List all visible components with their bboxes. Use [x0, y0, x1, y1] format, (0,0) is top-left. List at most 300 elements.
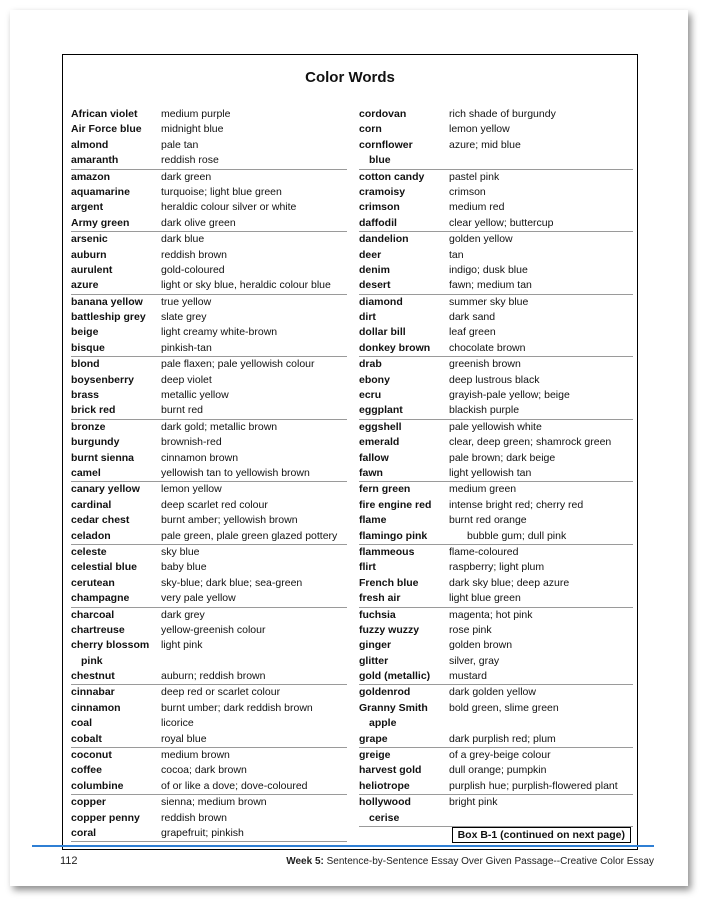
color-description: light yellowish tan	[449, 466, 532, 479]
color-description: sky-blue; dark blue; sea-green	[161, 576, 303, 589]
word-row	[71, 576, 347, 591]
color-word: crimson	[359, 201, 400, 214]
word-row	[71, 654, 347, 669]
color-word: aquamarine	[71, 185, 130, 198]
color-description: dark purplish red; plum	[449, 732, 556, 745]
color-description: sienna; medium brown	[161, 796, 267, 809]
word-row	[71, 325, 347, 340]
footer-week: Week 5:	[286, 856, 324, 867]
page-number: 112	[60, 855, 78, 867]
left-column	[71, 107, 347, 842]
page-title: Color Words	[305, 69, 395, 86]
color-description: metallic yellow	[161, 389, 229, 402]
color-word: camel	[71, 466, 101, 479]
word-group	[71, 170, 347, 233]
color-word: hollywood	[359, 796, 411, 809]
color-word: cotton candy	[359, 170, 425, 183]
color-description: light or sky blue, heraldic colour blue	[161, 279, 331, 292]
color-description: medium green	[449, 483, 517, 496]
word-row	[71, 669, 347, 684]
color-description: bright pink	[449, 796, 498, 809]
color-description: gold-coloured	[161, 263, 225, 276]
word-group	[71, 608, 347, 686]
word-row	[359, 811, 633, 826]
word-row	[359, 373, 633, 388]
color-word: harvest gold	[359, 764, 422, 777]
color-description: true yellow	[161, 295, 212, 308]
color-description: azure; mid blue	[449, 138, 521, 151]
color-description: slate grey	[161, 311, 207, 324]
word-row	[359, 623, 633, 638]
color-description: raspberry; light plum	[449, 561, 545, 574]
color-description: deep red or scarlet colour	[161, 686, 281, 699]
footer-title: Sentence-by-Sentence Essay Over Given Passage--Creative Color Essay	[323, 856, 654, 867]
word-row	[71, 529, 347, 544]
color-word: dollar bill	[359, 326, 406, 339]
color-word: cherry blossom	[71, 639, 150, 652]
word-row	[71, 310, 347, 325]
color-word: chartreuse	[71, 623, 125, 636]
word-row	[71, 623, 347, 638]
word-group	[359, 295, 633, 358]
color-word: cinnabar	[71, 686, 115, 699]
word-group	[71, 295, 347, 358]
color-description: medium purple	[161, 108, 231, 120]
color-word: coffee	[71, 764, 102, 777]
word-row	[71, 466, 347, 481]
color-word: coconut	[71, 749, 112, 762]
color-word: cinnamon	[71, 701, 121, 714]
word-group	[359, 795, 633, 827]
color-description: leaf green	[449, 326, 496, 339]
color-description: golden yellow	[449, 233, 513, 246]
word-row	[71, 216, 347, 231]
color-word: beige	[71, 326, 99, 339]
color-word: columbine	[71, 779, 124, 792]
word-row	[359, 310, 633, 325]
word-row	[359, 654, 633, 669]
color-word: amazon	[71, 170, 111, 183]
color-description: clear yellow; buttercup	[449, 216, 554, 229]
word-row	[71, 716, 347, 731]
color-description: midnight blue	[161, 123, 224, 136]
color-word: Air Force blue	[71, 123, 142, 136]
color-word: cornflower	[359, 138, 413, 151]
color-word: desert	[359, 279, 391, 292]
color-word: cordovan	[359, 108, 407, 120]
word-row	[359, 138, 633, 153]
word-row	[359, 451, 633, 466]
color-description: burnt amber; yellowish brown	[161, 514, 298, 527]
color-word: denim	[359, 263, 390, 276]
color-description: burnt red orange	[449, 514, 527, 527]
color-words-box	[62, 54, 638, 850]
color-word: blond	[71, 358, 100, 371]
color-word: cerutean	[71, 576, 115, 589]
word-row	[71, 608, 347, 623]
word-row	[71, 263, 347, 278]
word-row	[359, 513, 633, 528]
word-row	[359, 779, 633, 794]
color-word: chestnut	[71, 670, 115, 683]
word-row	[71, 763, 347, 778]
word-row	[71, 638, 347, 653]
color-word: daffodil	[359, 216, 397, 229]
color-word: drab	[359, 358, 382, 371]
color-word: glitter	[359, 654, 389, 667]
color-description: reddish rose	[161, 154, 219, 167]
color-description: pastel pink	[449, 170, 500, 183]
word-group	[71, 795, 347, 842]
color-description: cocoa; dark brown	[161, 764, 247, 777]
color-word: eggplant	[359, 404, 403, 417]
color-word: banana yellow	[71, 295, 143, 308]
word-row	[359, 545, 633, 560]
word-row	[359, 295, 633, 310]
color-description: summer sky blue	[449, 295, 529, 308]
color-word: cedar chest	[71, 514, 130, 527]
word-row	[71, 748, 347, 763]
color-description: cinnamon brown	[161, 451, 239, 464]
word-group	[359, 170, 633, 233]
color-word: grape	[359, 732, 388, 745]
color-description: pale flaxen; pale yellowish colour	[161, 358, 315, 371]
color-description: silver, gray	[449, 654, 500, 667]
color-description: intense bright red; cherry red	[449, 498, 584, 511]
color-description: heraldic colour silver or white	[161, 201, 297, 214]
color-word: bronze	[71, 420, 106, 433]
word-row	[359, 638, 633, 653]
color-description: clear, deep green; shamrock green	[449, 436, 612, 449]
color-word: ecru	[359, 389, 382, 402]
color-word: goldenrod	[359, 686, 411, 699]
color-description: light blue green	[449, 592, 521, 605]
box-continued-label: Box B-1 (continued on next page)	[452, 827, 631, 843]
color-word: celeste	[71, 545, 107, 558]
color-word: celestial blue	[71, 561, 137, 574]
word-group	[359, 482, 633, 545]
word-group	[71, 482, 347, 545]
footer-caption	[286, 856, 654, 867]
color-description: pale green, plale green glazed pottery	[161, 529, 338, 542]
word-row	[71, 278, 347, 293]
word-row	[71, 732, 347, 747]
color-description: tan	[449, 248, 464, 261]
word-group	[71, 685, 347, 748]
color-word: copper	[71, 796, 107, 809]
color-word: corn	[359, 123, 382, 136]
color-description: deep scarlet red colour	[161, 498, 268, 511]
word-row	[71, 560, 347, 575]
word-row	[71, 513, 347, 528]
color-word: fuchsia	[359, 608, 396, 621]
word-row	[71, 498, 347, 513]
color-description: purplish hue; purplish-flowered plant	[449, 779, 618, 792]
word-row	[71, 811, 347, 826]
word-row	[71, 545, 347, 560]
color-description: lemon yellow	[449, 123, 510, 136]
color-word: fern green	[359, 483, 411, 496]
color-word: Army green	[71, 216, 130, 229]
color-word: argent	[71, 201, 104, 214]
color-word: champagne	[71, 592, 130, 605]
page-sheet	[10, 10, 688, 886]
color-word: flame	[359, 514, 387, 527]
color-description: mustard	[449, 670, 487, 683]
color-word: dandelion	[359, 233, 409, 246]
word-row	[359, 200, 633, 215]
word-row	[71, 826, 347, 841]
color-word: burnt sienna	[71, 451, 135, 464]
color-word: dirt	[359, 311, 376, 324]
color-word: eggshell	[359, 420, 402, 433]
word-row	[71, 451, 347, 466]
color-description: dark sand	[449, 311, 496, 324]
color-description: dark blue	[161, 233, 205, 246]
color-word: boysenberry	[71, 373, 135, 386]
color-description: of or like a dove; dove-coloured	[161, 779, 308, 792]
color-word: copper penny	[71, 811, 140, 824]
word-row	[359, 185, 633, 200]
color-description: dull orange; pumpkin	[449, 764, 547, 777]
word-row	[71, 482, 347, 497]
word-group	[71, 357, 347, 420]
word-group	[359, 748, 633, 795]
word-row	[359, 232, 633, 247]
color-description: burnt umber; dark reddish brown	[161, 701, 313, 714]
color-word: blue	[369, 154, 391, 167]
color-word: French blue	[359, 576, 419, 589]
word-row	[71, 248, 347, 263]
color-description: turquoise; light blue green	[161, 185, 282, 198]
color-description: golden brown	[449, 639, 513, 652]
color-description: licorice	[161, 717, 194, 730]
color-description: flame-coloured	[449, 545, 519, 558]
word-group	[359, 608, 633, 686]
word-row	[71, 200, 347, 215]
color-description: yellowish tan to yellowish brown	[161, 466, 310, 479]
word-row	[71, 779, 347, 794]
word-row	[71, 373, 347, 388]
word-row	[359, 732, 633, 747]
color-word: cerise	[369, 811, 400, 824]
color-description: greenish brown	[449, 358, 521, 371]
word-row	[359, 263, 633, 278]
color-word: coal	[71, 717, 93, 730]
color-word: deer	[359, 248, 382, 261]
word-row	[359, 591, 633, 606]
color-word: fuzzy wuzzy	[359, 623, 420, 636]
color-description: magenta; hot pink	[449, 608, 533, 621]
word-group	[71, 545, 347, 608]
color-word: apple	[369, 717, 397, 730]
word-row	[359, 122, 633, 137]
word-row	[359, 403, 633, 418]
color-word: canary yellow	[71, 483, 140, 496]
word-row	[359, 435, 633, 450]
word-row	[71, 122, 347, 137]
color-description: dark green	[161, 170, 212, 183]
color-word: arsenic	[71, 233, 108, 246]
word-row	[359, 482, 633, 497]
color-word: cardinal	[71, 498, 112, 511]
footer-rule	[32, 845, 654, 847]
word-row	[359, 685, 633, 700]
color-description: crimson	[449, 185, 486, 198]
color-description	[459, 153, 633, 168]
word-row	[71, 232, 347, 247]
color-description: brownish-red	[161, 436, 222, 449]
color-description: dark sky blue; deep azure	[449, 576, 570, 589]
color-word: flirt	[359, 561, 376, 574]
color-word: cobalt	[71, 732, 102, 745]
word-row	[359, 716, 633, 731]
color-description: rich shade of burgundy	[449, 108, 556, 120]
word-group	[71, 420, 347, 483]
word-row	[359, 216, 633, 231]
color-description: reddish brown	[161, 248, 227, 261]
color-description: blackish purple	[449, 404, 520, 417]
color-word: aurulent	[71, 263, 113, 276]
color-word: almond	[71, 138, 109, 151]
color-description: dark gold; metallic brown	[161, 420, 278, 433]
color-description: royal blue	[161, 732, 207, 745]
color-word: bisque	[71, 341, 105, 354]
color-word: charcoal	[71, 608, 115, 621]
word-row	[71, 185, 347, 200]
word-row	[359, 420, 633, 435]
color-description: deep violet	[161, 373, 212, 386]
word-row	[71, 153, 347, 168]
color-word: ginger	[359, 639, 392, 652]
color-word: celadon	[71, 529, 111, 542]
color-description: grapefruit; pinkish	[161, 826, 244, 839]
word-row	[359, 748, 633, 763]
color-word: burgundy	[71, 436, 120, 449]
word-group	[71, 232, 347, 295]
color-word: coral	[71, 826, 97, 839]
color-description: reddish brown	[161, 811, 227, 824]
word-group	[359, 357, 633, 420]
color-description: fawn; medium tan	[449, 279, 532, 292]
word-row	[71, 107, 347, 122]
word-group	[71, 107, 347, 170]
word-row	[359, 466, 633, 481]
word-row	[359, 608, 633, 623]
color-description: light creamy white-brown	[161, 326, 278, 339]
color-description: sky blue	[161, 545, 200, 558]
word-row	[359, 669, 633, 684]
color-description: deep lustrous black	[449, 373, 540, 386]
color-description: bold green, slime green	[449, 701, 559, 714]
color-description: baby blue	[161, 561, 207, 574]
right-column	[359, 107, 633, 827]
color-description: of a grey-beige colour	[449, 749, 551, 762]
word-row	[359, 498, 633, 513]
color-description: medium brown	[161, 749, 230, 762]
word-row	[359, 153, 633, 168]
word-row	[359, 701, 633, 716]
color-word: cramoisy	[359, 185, 406, 198]
word-row	[359, 278, 633, 293]
word-row	[71, 403, 347, 418]
word-row	[71, 341, 347, 356]
color-word: brass	[71, 389, 100, 402]
word-row	[359, 576, 633, 591]
color-word: fresh air	[359, 592, 401, 605]
word-row	[359, 248, 633, 263]
color-description: dark grey	[161, 608, 205, 621]
word-row	[359, 388, 633, 403]
word-row	[359, 170, 633, 185]
word-row	[71, 388, 347, 403]
word-row	[359, 529, 633, 544]
color-word: amaranth	[71, 154, 119, 167]
word-row	[359, 560, 633, 575]
color-description: bubble gum; dull pink	[467, 529, 567, 542]
color-word: fire engine red	[359, 498, 432, 511]
color-description: dark olive green	[161, 216, 236, 229]
word-row	[359, 325, 633, 340]
color-description: pale tan	[161, 138, 199, 151]
word-row	[359, 763, 633, 778]
color-word: heliotrope	[359, 779, 410, 792]
word-row	[359, 357, 633, 372]
color-description: very pale yellow	[161, 592, 236, 605]
word-row	[359, 341, 633, 356]
color-word: Granny Smith	[359, 701, 428, 714]
word-group	[359, 107, 633, 170]
word-group	[71, 748, 347, 795]
color-description: lemon yellow	[161, 483, 222, 496]
color-description: pale yellowish white	[449, 420, 542, 433]
color-word: greige	[359, 749, 391, 762]
color-description: dark golden yellow	[449, 686, 536, 699]
color-description: rose pink	[449, 623, 492, 636]
color-description	[459, 811, 633, 826]
word-row	[71, 170, 347, 185]
color-word: fallow	[359, 451, 389, 464]
color-word: ebony	[359, 373, 390, 386]
color-description	[171, 654, 347, 669]
color-description: yellow-greenish colour	[161, 623, 266, 636]
word-group	[359, 420, 633, 483]
color-word: diamond	[359, 295, 403, 308]
word-row	[71, 685, 347, 700]
color-word: brick red	[71, 404, 116, 417]
color-word: gold (metallic)	[359, 670, 431, 683]
color-description: light pink	[161, 639, 203, 652]
word-group	[359, 685, 633, 748]
color-word: pink	[81, 654, 103, 667]
word-row	[71, 701, 347, 716]
color-word: donkey brown	[359, 341, 431, 354]
color-description: indigo; dusk blue	[449, 263, 528, 276]
word-row	[71, 795, 347, 810]
color-word: fawn	[359, 466, 383, 479]
word-row	[359, 107, 633, 122]
color-description: pale brown; dark beige	[449, 451, 556, 464]
word-row	[71, 591, 347, 606]
word-group	[359, 232, 633, 295]
color-word: azure	[71, 279, 99, 292]
word-row	[71, 420, 347, 435]
color-word: flammeous	[359, 545, 415, 558]
color-description: chocolate brown	[449, 341, 526, 354]
word-group	[359, 545, 633, 608]
color-description: burnt red	[161, 404, 204, 417]
word-row	[71, 357, 347, 372]
